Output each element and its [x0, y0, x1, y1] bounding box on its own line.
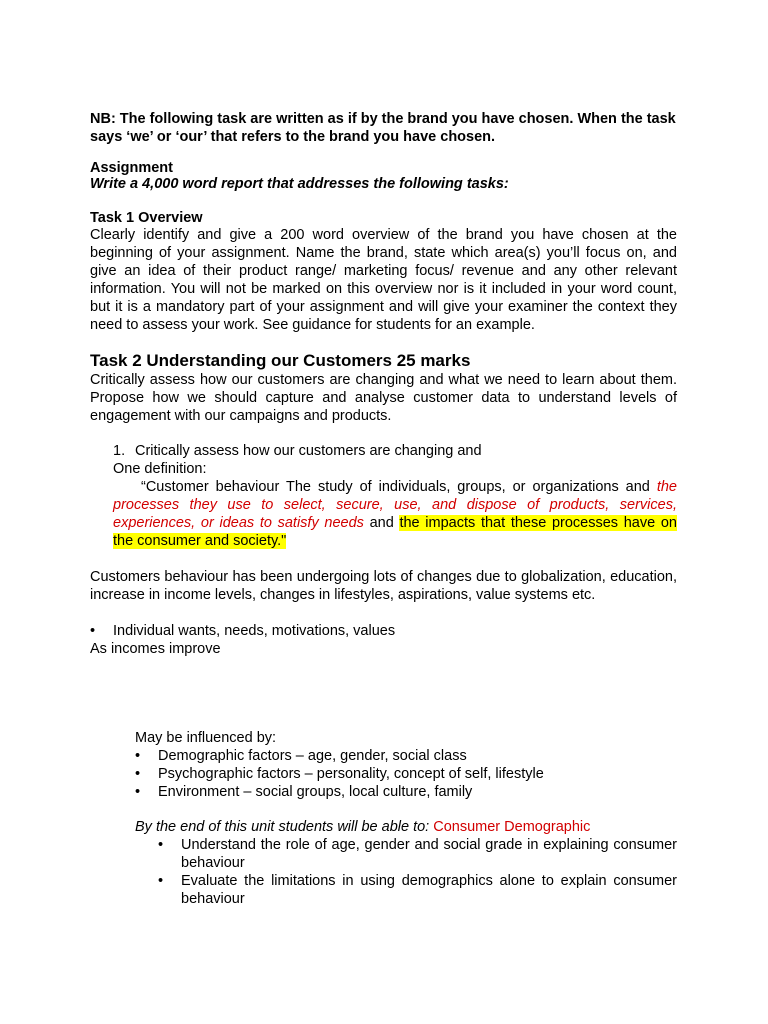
influenced-list	[135, 747, 677, 801]
list-item	[135, 765, 677, 783]
assignment-subheading: Write a 4,000 word report that addresses the following tasks:	[90, 176, 509, 192]
task2-heading: Task 2 Understanding our Customers 25 marks	[90, 351, 471, 370]
bullet-icon: •	[158, 837, 164, 853]
bullet-icon: •	[135, 748, 141, 764]
list-item	[135, 783, 677, 801]
quote-and: and	[369, 515, 394, 531]
influenced-heading: May be influenced by:	[135, 730, 277, 746]
numbered-item-1	[113, 442, 677, 460]
definition-quote	[113, 478, 677, 550]
changes-paragraph: Customers behaviour has been undergoing lots of changes due to globalization, education, increase in income levels, changes in lifestyles, aspirations, value systems etc.	[90, 569, 677, 603]
nb-line-2: says ‘we’ or ‘our’ that refers to the brand you have chosen.	[90, 129, 496, 145]
one-definition: One definition:	[113, 461, 207, 477]
list-item-text: Demographic factors – age, gender, social class	[158, 748, 467, 764]
assignment-heading: Assignment	[90, 160, 173, 176]
bullet-icon: •	[135, 766, 141, 782]
task2-body: Critically assess how our customers are changing and what we need to learn about them. Propose how we should capture and analyse customer data to understand levels of engagement with our campaigns and products.	[90, 372, 677, 424]
list-item-text: Evaluate the limitations in using demographics alone to explain consumer behaviour	[181, 873, 677, 907]
bullet-icon: •	[90, 623, 96, 639]
quote-red-2: processes they use to select, secure, use, and dispose of products, services,	[113, 497, 677, 513]
list-item	[158, 836, 677, 872]
list-item-text: Understand the role of age, gender and social grade in explaining consumer behaviour	[181, 837, 677, 871]
nb-line-1: NB: The following task are written as if by the brand you have chosen. When the task	[90, 111, 676, 127]
task1-heading: Task 1 Overview	[90, 210, 203, 226]
list-item	[158, 872, 677, 908]
incomes-line: As incomes improve	[90, 641, 221, 657]
list-item-text: Environment – social groups, local culture, family	[158, 784, 473, 800]
quote-red-3: experiences, or ideas to satisfy needs	[113, 515, 364, 531]
item-text: Critically assess how our customers are changing and	[135, 443, 482, 459]
unit-list	[158, 836, 677, 908]
task1-body: Clearly identify and give a 200 word overview of the brand you have chosen at the beginning of your assignment. Name the brand, state which area(s) you’ll focus on, and give an idea of their product range/ marketing focus/ revenue and any other relevant information. You will not be marked on this overview nor is it included in your word count, but it is a mandatory part of your assignment and will give your examiner the context they need to assess your work. See guidance for students for an example.	[90, 227, 677, 333]
list-item	[135, 747, 677, 765]
quote-black: “Customer behaviour The study of individuals, groups, or organizations and	[141, 479, 650, 495]
unit-intro-text: By the end of this unit students will be able to:	[135, 819, 430, 835]
wants-bullet	[90, 622, 677, 640]
quote-highlight-2: the consumer and society."	[113, 533, 287, 549]
item-number: 1.	[113, 443, 126, 459]
nb-note	[90, 110, 677, 146]
quote-highlight-1: the impacts that these processes have on	[399, 515, 677, 531]
bullet-icon: •	[158, 873, 164, 889]
wants-text: Individual wants, needs, motivations, values	[113, 623, 396, 639]
list-item-text: Psychographic factors – personality, concept of self, lifestyle	[158, 766, 544, 782]
bullet-icon: •	[135, 784, 141, 800]
unit-intro	[135, 818, 590, 836]
quote-red-1: the	[656, 479, 678, 495]
unit-intro-red: Consumer Demographic	[433, 819, 591, 835]
